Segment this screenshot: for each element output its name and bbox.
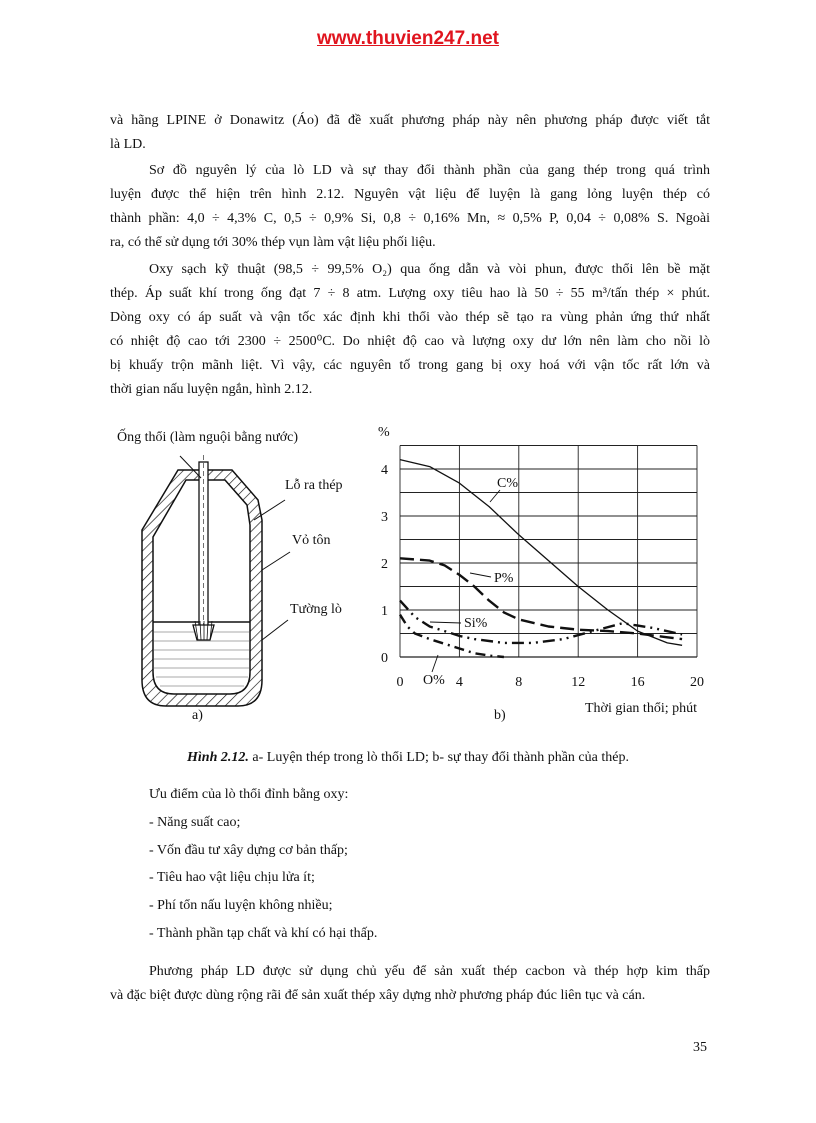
y-tick-label: 0 — [381, 651, 388, 666]
series-label-c: C% — [497, 476, 518, 491]
figure-caption — [0, 750, 816, 766]
advantage-item: - Thành phần tạp chất và khí có hại thấp. — [149, 926, 378, 941]
text-line: thành phần: 4,0 ÷ 4,3% C, 0,5 ÷ 0,9% Si, 0,8 ÷ 0,16% Mn, ≈ 0,5% P, 0,04 ÷ 0,08% S. Ngoài — [110, 211, 710, 226]
label-sub-a: a) — [192, 708, 203, 723]
text-line: và đặc biệt được dùng rộng rãi để sản xuất thép xây dựng nhờ phương pháp đúc liên tục và cán. — [110, 988, 646, 1003]
text-line: luyện được thể hiện trên hình 2.12. Nguyên vật liệu để luyện là gang lỏng luyện thép có — [110, 187, 710, 202]
series-label-p: P% — [494, 571, 514, 586]
series-line-si — [400, 601, 682, 643]
series-label-o: O% — [423, 673, 445, 688]
label-tap-hole: Lỗ ra thép — [285, 478, 343, 493]
series-line-c — [400, 460, 682, 646]
y-tick-label: 3 — [381, 510, 388, 525]
text-line: thép. Áp suất khí trong ống đạt 7 ÷ 8 atm. Lượng oxy tiêu hao là 50 ÷ 55 m³/tấn thép × phút. — [110, 286, 710, 301]
y-tick-label: 4 — [381, 463, 388, 478]
label-shell: Vỏ tôn — [292, 533, 331, 548]
advantage-item: - Năng suất cao; — [149, 815, 241, 830]
x-tick-label: 8 — [515, 675, 523, 690]
text-line: Dòng oxy có áp suất và vận tốc xác định khi thổi vào thép sẽ tạo ra vùng phản ứng thứ nhất — [110, 310, 710, 325]
text-line: thời gian nấu luyện ngắn, hình 2.12. — [110, 382, 313, 397]
advantage-item: - Tiêu hao vật liệu chịu lửa ít; — [149, 870, 315, 885]
series-label-si: Si% — [464, 616, 488, 631]
series-leaders — [430, 490, 500, 672]
x-tick-label: 16 — [630, 675, 645, 690]
text-line: ra, có thể sử dụng tới 30% thép vụn làm vật liệu phối liệu. — [110, 235, 436, 250]
text-line: Phương pháp LD được sử dụng chủ yếu để sản xuất thép cacbon và thép hợp kim thấp — [149, 964, 710, 979]
text-line: bị khuấy trộn mãnh liệt. Vì vậy, các nguyên tố trong gang bị oxy hoá với vận tốc rất lớn và — [110, 358, 710, 373]
advantage-item: - Phí tổn nấu luyện không nhiều; — [149, 898, 333, 913]
advantages-intro: Ưu điểm của lò thổi đỉnh bằng oxy: — [149, 787, 349, 802]
text-line: và hãng LPINE ở Donawitz (Áo) đã đề xuất phương pháp này nên phương pháp được viết tắt — [110, 113, 710, 128]
x-tick-label: 20 — [690, 675, 704, 690]
label-sub-b: b) — [494, 708, 506, 723]
text-line: Sơ đồ nguyên lý của lò LD và sự thay đổi thành phần của gang thép trong quá trình — [149, 163, 710, 178]
label-lance: Ống thổi (làm nguội bằng nước) — [117, 430, 299, 445]
x-tick-label: 12 — [571, 675, 586, 690]
caption-prefix: Hình 2.12. — [187, 750, 249, 765]
y-tick-label: 2 — [381, 557, 388, 572]
page-number: 35 — [693, 1040, 707, 1055]
series-line-o — [400, 615, 504, 657]
text-line: là LD. — [110, 137, 146, 152]
text-line: Oxy sạch kỹ thuật (98,5 ÷ 99,5% O₂) qua ống dẫn và vòi phun, được thổi lên bề mặt — [149, 262, 710, 277]
x-tick-label: 0 — [396, 675, 404, 690]
x-tick-label: 4 — [455, 675, 463, 690]
advantage-item: - Vốn đầu tư xây dựng cơ bản thấp; — [149, 843, 348, 858]
text-line: có nhiệt độ cao tới 2300 ÷ 2500⁰C. Do nhiệt độ cao và lượng oxy dư lớn nên làm cho nồi lò — [110, 334, 710, 349]
site-link[interactable]: www.thuvien247.net — [317, 28, 499, 49]
caption-text: a- Luyện thép trong lò thổi LD; b- sự thay đổi thành phần của thép. — [248, 750, 629, 765]
y-axis-label: % — [378, 425, 390, 440]
x-axis-label: Thời gian thổi; phút — [584, 701, 697, 716]
label-wall: Tường lò — [290, 602, 342, 617]
paragraph-closing — [110, 960, 710, 1008]
y-tick-label: 1 — [381, 604, 388, 619]
